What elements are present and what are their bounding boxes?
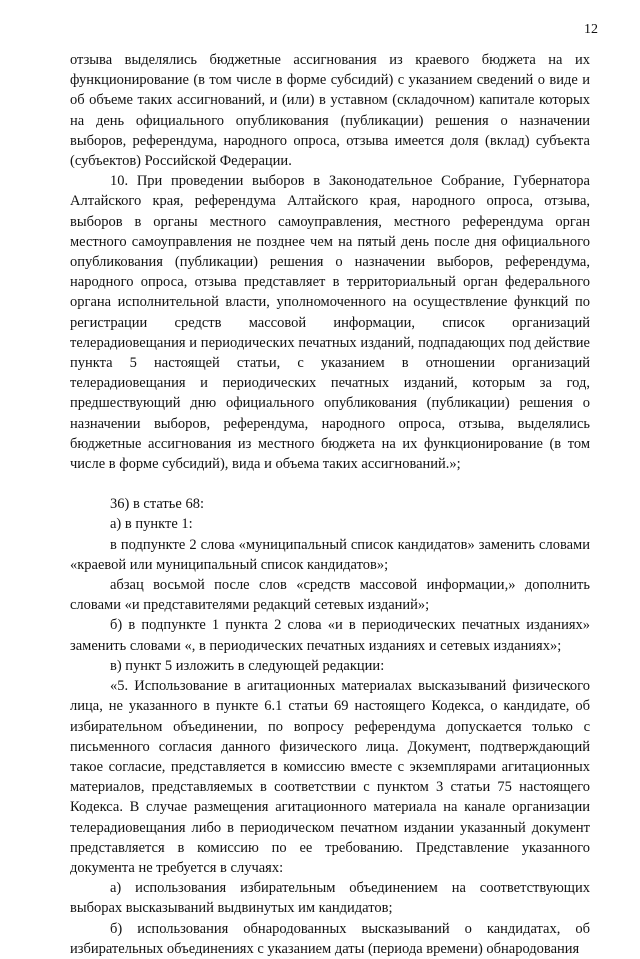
paragraph-subitem-a: а) в пункте 1: [110,516,193,533]
paragraph-subitem-v: в) пункт 5 изложить в следующей редакции: [110,657,385,674]
paragraph-subitem-a-1: в подпункте 2 слова «муниципальный список кандидатов» заменить словами «краевой или муниципальный список кандидатов»; [70,536,590,573]
paragraph-case-b: б) использования обнародованных высказываний о кандидатах, об избирательных объединениях с указанием даты (периода времени) обнародования [70,920,590,957]
paragraph-item-36: 36) в статье 68: [110,496,204,513]
paragraph-subitem-b: б) в подпункте 1 пункта 2 слова «и в периодических печатных изданиях» заменить словами «, в периодических печатных изданиях и сетевых изданиях»; [70,617,590,654]
document-body [70,50,590,959]
page-number: 12 [584,22,598,37]
paragraph-gap [70,474,590,494]
paragraph-subitem-a-2: абзац восьмой после слов «средств массовой информации,» дополнить словами «и представителями редакций сетевых изданий»; [70,577,590,614]
paragraph-new-point-5: «5. Использование в агитационных материалах высказываний физического лица, не указанного в пункте 6.1 статьи 69 настоящего Кодекса, о кандидате, об избирательном объединении, по вопросу референдума допускается только с письменного согласия данного физического лица. Документ, подтверждающий такое согласие, представляется в комиссию вместе с экземплярами агитационных материалов, представляемых в соответствии с пунктом 3 статьи 75 настоящего Кодекса. В случае размещения агитационного материала на канале организации телерадиовещания либо в периодическом печатном издании указанный документ представляется в комиссию по ее требованию. Представление указанного документа не требуется в случаях: [70,678,590,876]
paragraph-case-a: а) использования избирательным объединением на соответствующих выборах высказываний выдвинутых им кандидатов; [70,880,590,917]
paragraph-item-10: 10. При проведении выборов в Законодательное Собрание, Губернатора Алтайского края, референдума Алтайского края, народного опроса, отзыва, выборов в органы местного самоуправления, местного референдума орган местного самоуправления не позднее чем на пятый день после дня официального опубликования (публикации) решения о назначении выборов, референдума, народного опроса, отзыва представляет в территориальный орган федерального органа исполнительной власти, уполномоченного на осуществление функций по регистрации средств массовой информации, список организаций телерадиовещания и периодических печатных изданий, подпадающих под действие пункта 5 настоящей статьи, с указанием в отношении организаций телерадиовещания и периодических печатных изданий, которым за год, предшествующий дню официального опубликования (публикации) решения о назначении выборов, референдума, народного опроса, отзыва, выделялись бюджетные ассигнования из местного бюджета на их функционирование (в том числе в форме субсидий), вида и объема таких ассигнований.»; [70,173,590,473]
paragraph-continuation: отзыва выделялись бюджетные ассигнования из краевого бюджета на их функционирование (в том числе в форме субсидий) с указанием сведений о виде и об объеме таких ассигнований, и (или) в уставном (складочном) капитале которых на день официального опубликования (публикации) решения о назначении выборов, референдума, народного опроса, отзыва имеется доля (вклад) субъекта (субъектов) Российской Федерации. [70,52,590,170]
